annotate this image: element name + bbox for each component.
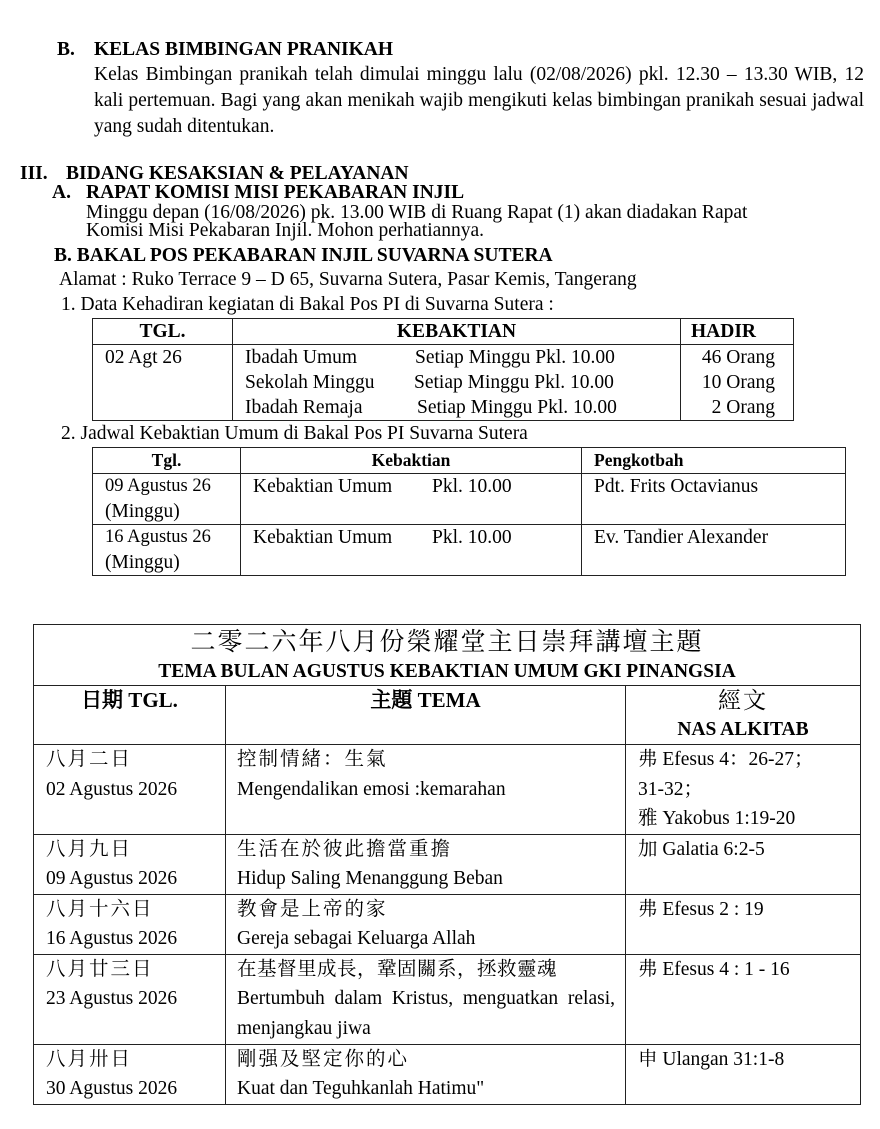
schedule-date-cell	[93, 525, 241, 576]
theme-text-cell	[226, 1044, 626, 1104]
section-body-pranikah: Kelas Bimbingan pranikah telah dimulai minggu lalu (02/08/2026) pkl. 12.30 – 13.30 WIB, 12 kali pertemuan. Bagi yang akan menikah wajib mengikuti kelas bimbingan pranikah sesuai jadwal yang sudah ditentukan.	[94, 64, 864, 137]
theme-verse: 弗 Efesus 2 : 19	[638, 898, 764, 920]
attendance-date: 02 Agt 26	[93, 345, 233, 421]
section-letter-b: B.	[57, 39, 75, 60]
section-numeral-iii: III.	[20, 163, 48, 184]
header-pengkotbah: Pengkotbah	[582, 448, 846, 474]
theme-date: 09 Agustus 2026	[46, 868, 178, 889]
theme-verse-cell	[626, 894, 861, 954]
theme-text-cell	[226, 834, 626, 894]
schedule-preacher: Pdt. Frits Octavianus	[582, 474, 846, 525]
header-tgl: TGL.	[93, 319, 233, 345]
schedule-date: 09 Agustus 26	[105, 476, 211, 496]
table-row	[34, 834, 861, 894]
theme-verse: 加 Galatia 6:2-5	[638, 838, 765, 860]
theme-verse: 31-32；	[638, 778, 703, 800]
subsection-body-line2: Komisi Misi Pekabaran Injil. Mohon perhatiannya.	[86, 220, 485, 241]
service-name: Sekolah Minggu	[245, 372, 375, 393]
theme-text-cn: 在基督里成長，鞏固關系，拯救靈魂	[237, 958, 558, 980]
table-row	[34, 954, 861, 1044]
attendance-count: 2 Orang	[711, 397, 775, 418]
theme-date: 02 Agustus 2026	[46, 778, 178, 800]
schedule-service-cell	[241, 525, 582, 576]
theme-title-row	[34, 625, 861, 686]
list-item	[245, 345, 680, 370]
theme-date: 16 Agustus 2026	[46, 928, 178, 949]
theme-title-cn: 二零二六年八月份榮耀堂主日崇拜講壇主題	[190, 629, 704, 656]
theme-text: Mengendalikan emosi :kemarahan	[237, 778, 506, 800]
theme-date: 23 Agustus 2026	[46, 988, 178, 1009]
service-time: Setiap Minggu Pkl. 10.00	[417, 397, 617, 418]
header-theme-label: 主題 TEMA	[370, 688, 481, 712]
table-row	[93, 474, 846, 525]
table-header-row	[93, 448, 846, 474]
theme-date-cell	[34, 745, 226, 835]
theme-verse: 雅 Yakobus 1:19-20	[638, 808, 796, 829]
section-title-pranikah: KELAS BIMBINGAN PRANIKAH	[94, 39, 394, 60]
header-date	[34, 686, 226, 745]
table-row	[93, 525, 846, 576]
theme-text-cell	[226, 954, 626, 1044]
schedule-day: (Minggu)	[105, 501, 180, 522]
subsection-body-line1: Minggu depan (16/08/2026) pk. 13.00 WIB di Ruang Rapat (1) akan diadakan Rapat	[86, 202, 748, 223]
theme-date-cn: 八月二日	[46, 749, 133, 770]
attendance-counts	[681, 345, 794, 421]
theme-date-cell	[34, 834, 226, 894]
attendance-count: 10 Orang	[701, 372, 775, 393]
header-theme	[226, 686, 626, 745]
theme-title-cell	[34, 625, 861, 686]
schedule-date-cell	[93, 474, 241, 525]
pos-pi-address: Alamat : Ruko Terrace 9 – D 65, Suvarna Sutera, Pasar Kemis, Tangerang	[59, 269, 637, 290]
header-date-label: 日期 TGL.	[81, 688, 178, 712]
theme-date-cn: 八月廿三日	[46, 958, 154, 980]
header-hadir: HADIR	[681, 319, 794, 345]
theme-date-cell	[34, 954, 226, 1044]
attendance-table	[92, 318, 794, 421]
theme-text-cell	[226, 894, 626, 954]
schedule-preacher: Ev. Tandier Alexander	[582, 525, 846, 576]
schedule-table	[92, 447, 846, 576]
theme-text-cn: 控制情緒：生氣	[237, 749, 388, 770]
service-name: Ibadah Umum	[245, 347, 358, 368]
theme-table	[33, 624, 861, 1105]
theme-verse: 弗 Efesus 4 : 1 - 16	[638, 958, 790, 980]
service-name: Kebaktian Umum	[253, 476, 393, 497]
theme-date-cn: 八月卅日	[46, 1048, 133, 1070]
list-item	[245, 370, 680, 395]
service-time: Setiap Minggu Pkl. 10.00	[414, 372, 614, 393]
attendance-item-label: 1. Data Kehadiran kegiatan di Bakal Pos PI di Suvarna Sutera :	[61, 294, 554, 315]
table-row	[93, 345, 794, 421]
schedule-day: (Minggu)	[105, 552, 180, 573]
theme-text-cn: 剛强及堅定你的心	[237, 1048, 410, 1070]
schedule-item-label: 2. Jadwal Kebaktian Umum di Bakal Pos PI Suvarna Sutera	[61, 423, 528, 444]
theme-text: Bertumbuh dalam Kristus, menguatkan relasi, menjangkau jiwa	[237, 988, 615, 1039]
subsection-title-misi: RAPAT KOMISI MISI PEKABARAN INJIL	[86, 182, 465, 203]
theme-title-id: TEMA BULAN AGUSTUS KEBAKTIAN UMUM GKI PINANGSIA	[158, 661, 736, 682]
section-title-iii: BIDANG KESAKSIAN & PELAYANAN	[66, 163, 409, 184]
theme-date-cn: 八月九日	[46, 838, 133, 860]
header-kebaktian: KEBAKTIAN	[233, 319, 681, 345]
theme-verse-cell	[626, 745, 861, 835]
theme-verse-cell	[626, 954, 861, 1044]
theme-verse: 申 Ulangan 31:1-8	[638, 1048, 785, 1070]
schedule-service-cell	[241, 474, 582, 525]
subsection-title-pos-pi: B. BAKAL POS PEKABARAN INJIL SUVARNA SUTERA	[54, 245, 553, 266]
theme-text: Gereja sebagai Keluarga Allah	[237, 928, 476, 949]
attendance-count: 46 Orang	[701, 347, 775, 368]
table-row	[34, 745, 861, 835]
subsection-letter-a: A.	[52, 182, 71, 203]
theme-date-cell	[34, 1044, 226, 1104]
attendance-services	[233, 345, 681, 421]
theme-text: Kuat dan Teguhkanlah Hatimu"	[237, 1078, 485, 1099]
service-time: Pkl. 10.00	[432, 476, 512, 497]
header-tgl: Tgl.	[93, 448, 241, 474]
header-verse-cn: 經文	[718, 688, 768, 713]
theme-verse-cell	[626, 834, 861, 894]
header-verse	[626, 686, 861, 745]
list-item	[245, 395, 680, 420]
service-name: Kebaktian Umum	[253, 527, 393, 548]
service-time: Pkl. 10.00	[432, 527, 512, 548]
table-header-row	[93, 319, 794, 345]
table-header-row	[34, 686, 861, 745]
table-row	[34, 894, 861, 954]
theme-date-cell	[34, 894, 226, 954]
theme-text-cell	[226, 745, 626, 835]
theme-text: Hidup Saling Menanggung Beban	[237, 868, 503, 889]
theme-date-cn: 八月十六日	[46, 898, 154, 920]
theme-verse: 弗 Efesus 4：26-27；	[638, 749, 814, 770]
theme-date: 30 Agustus 2026	[46, 1078, 178, 1099]
header-kebaktian: Kebaktian	[241, 448, 582, 474]
header-verse-id: NAS ALKITAB	[677, 719, 809, 740]
theme-verse-cell	[626, 1044, 861, 1104]
service-name: Ibadah Remaja	[245, 397, 363, 418]
schedule-date: 16 Agustus 26	[105, 527, 211, 547]
theme-text-cn: 生活在於彼此擔當重擔	[237, 838, 453, 860]
table-row	[34, 1044, 861, 1104]
theme-text-cn: 教會是上帝的家	[237, 898, 388, 920]
service-time: Setiap Minggu Pkl. 10.00	[415, 347, 615, 368]
